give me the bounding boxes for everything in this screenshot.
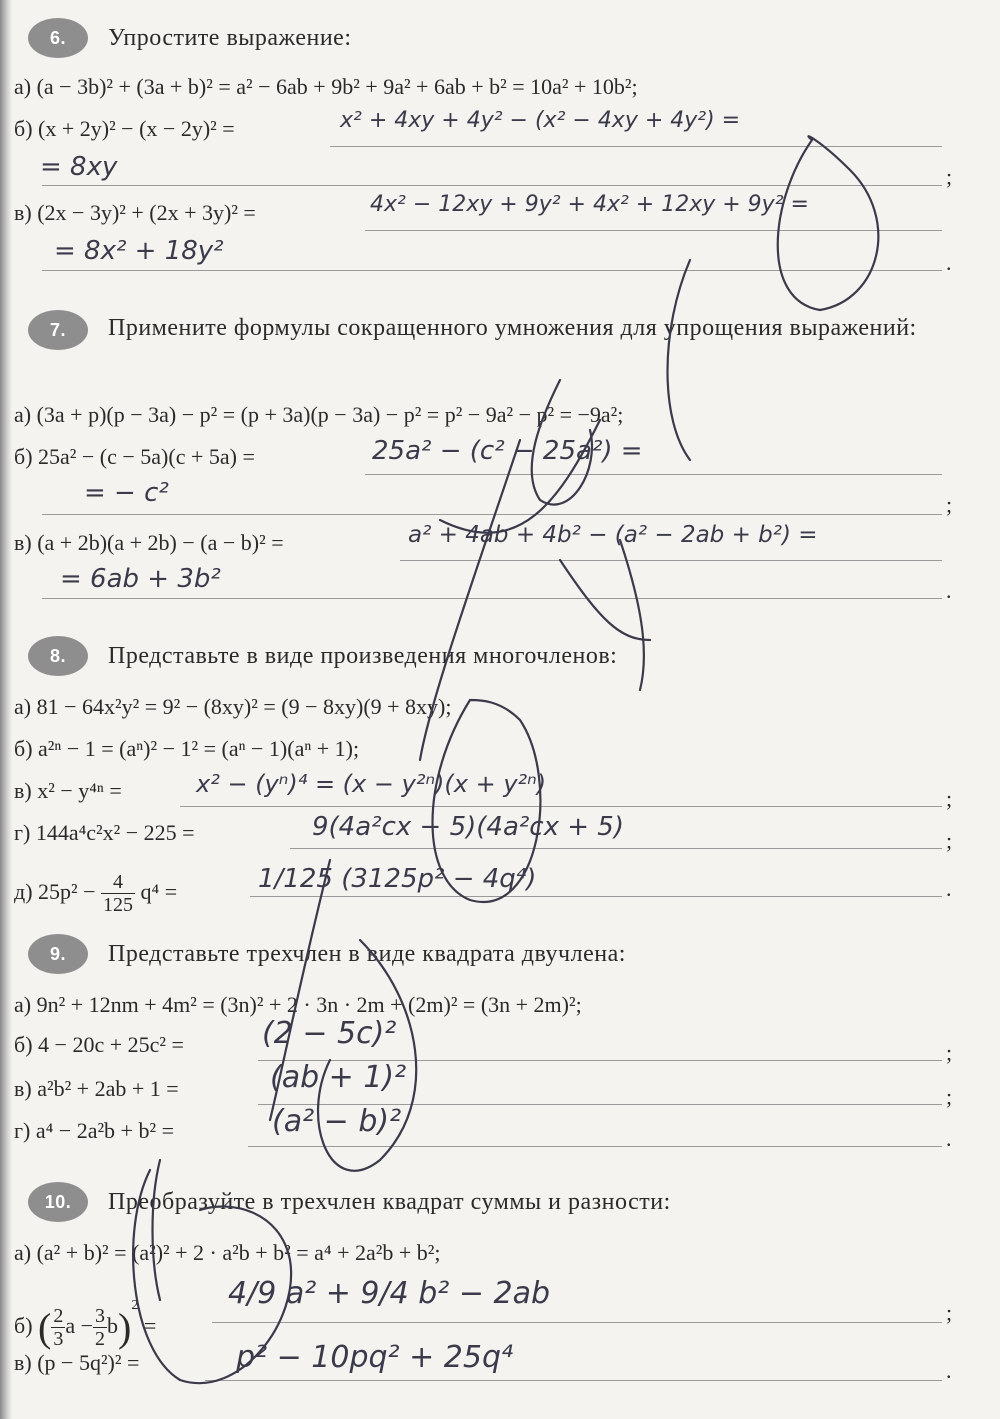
item-expression: (a − 3b)² + (3a + b)² = a² − 6ab + 9b² + 9a² + 6ab + b² = 10a² + 10b²; (36, 74, 638, 99)
task-header (28, 934, 968, 974)
task-title: Представьте в виде произведения многочленов: (108, 643, 618, 669)
handwritten-answer: 25a² − (c² − 25a²) = (372, 436, 643, 466)
punctuation: ; (946, 828, 953, 853)
answer-line (248, 1146, 942, 1147)
task-number-badge: 7. (28, 310, 88, 350)
answer-line (330, 146, 942, 147)
item-expression: 81 − 64x²y² = 9² − (8xy)² = (9 − 8xy)(9 + 8xy); (36, 694, 452, 719)
item-expression: 144a⁴c²x² − 225 = (35, 820, 195, 845)
item-expression: q⁴ = (140, 879, 178, 904)
task-number-badge: 8. (28, 636, 88, 676)
handwritten-answer: 1/125 (3125p² − 4q⁴) (258, 864, 537, 894)
answer-line (180, 806, 942, 807)
item-label: в) (14, 530, 32, 555)
handwritten-answer-cont: = 8x² + 18y² (54, 236, 224, 266)
punctuation: ; (946, 1040, 953, 1065)
answer-line (205, 1380, 942, 1381)
fraction (101, 871, 135, 916)
task-header (28, 310, 968, 380)
handwritten-answer: x² + 4xy + 4y² − (x² − 4xy + 4y²) = (340, 108, 741, 133)
answer-line (42, 598, 942, 599)
punctuation: ; (946, 786, 953, 811)
handwritten-answer: (2 − 5c)² (262, 1016, 397, 1051)
page-spine-shadow (0, 0, 12, 1419)
item-expression: a²ⁿ − 1 = (aⁿ)² − 1² = (aⁿ − 1)(aⁿ + 1); (38, 736, 360, 761)
item-label: б) (14, 444, 33, 469)
item-label: в) (14, 200, 32, 225)
task-9-item-b (14, 1028, 940, 1062)
handwritten-answer: 4/9 a² + 9/4 b² − 2ab (228, 1276, 551, 1311)
item-expression: 4 − 20c + 25c² = (38, 1032, 184, 1057)
exponent: 2 (131, 1298, 139, 1313)
answer-line (212, 1322, 942, 1323)
task-10 (28, 1182, 968, 1222)
task-header (28, 636, 968, 676)
item-expression: a⁴ − 2a²b + b² = (35, 1118, 174, 1143)
handwritten-answer: a² + 4ab + 4b² − (a² − 2ab + b²) = (408, 522, 818, 548)
item-expression: (a² + b)² = (a²)² + 2 · a²b + b² = a⁴ + 2a²b + b²; (36, 1240, 441, 1265)
task-10-item-a (14, 1236, 940, 1270)
task-title: Упростите выражение: (108, 25, 352, 51)
handwritten-answer: x² − (yⁿ)⁴ = (x − y²ⁿ)(x + y²ⁿ) (196, 770, 547, 798)
task-number-badge: 9. (28, 934, 88, 974)
task-title: Примените формулы сокращенного умножения для упрощения выражений: (108, 315, 917, 341)
punctuation: ; (946, 1300, 953, 1325)
fraction (51, 1305, 65, 1350)
handwritten-answer: 9(4a²cx − 5)(4a²cx + 5) (312, 812, 624, 842)
item-label: б) (14, 736, 33, 761)
item-expression: (3a + p)(p − 3a) − p² = (p + 3a)(p − 3a) − p² = p² − 9a² − p² = −9a²; (36, 402, 624, 427)
equals-sign: = (143, 1313, 157, 1338)
answer-line (365, 230, 942, 231)
fraction-denominator: 2 (95, 1328, 106, 1351)
handwritten-answer-cont: = − c² (84, 478, 169, 508)
item-label: а) (14, 992, 32, 1017)
item-label: г) (14, 1118, 31, 1143)
answer-line (42, 514, 942, 515)
fraction (93, 1305, 107, 1350)
punctuation: . (946, 250, 952, 275)
item-expression: (p − 5q²)² = (37, 1350, 140, 1375)
handwritten-answer-cont: = 6ab + 3b² (60, 564, 221, 594)
fraction-numerator: 4 (101, 871, 135, 894)
task-9 (28, 934, 968, 974)
item-expression: a − (65, 1313, 94, 1338)
task-header (28, 1182, 968, 1222)
task-number-badge: 6. (28, 18, 88, 58)
fraction-numerator: 3 (95, 1305, 106, 1328)
answer-line (250, 896, 942, 897)
scribble-stroke (560, 560, 650, 640)
item-label: б) (14, 1313, 33, 1338)
item-expression: (x + 2y)² − (x − 2y)² = (38, 116, 235, 141)
task-6 (28, 18, 968, 58)
handwritten-answer: 4x² − 12xy + 9y² + 4x² + 12xy + 9y² = (370, 192, 809, 217)
item-label: в) (14, 778, 32, 803)
item-label: а) (14, 402, 32, 427)
punctuation: . (946, 578, 952, 603)
item-expression: 25a² − (c − 5a)(c + 5a) = (38, 444, 255, 469)
answer-line (290, 848, 942, 849)
task-8-item-b (14, 732, 940, 766)
punctuation: . (946, 1358, 952, 1383)
task-8-item-a (14, 690, 940, 724)
task-6-item-a (14, 70, 940, 104)
item-expression: b (107, 1313, 119, 1338)
item-expression: (2x − 3y)² + (2x + 3y)² = (37, 200, 256, 225)
task-9-item-a (14, 988, 940, 1022)
item-expression: 9n² + 12nm + 4m² = (3n)² + 2 · 3n · 2m + (2m)² = (3n + 2m)²; (36, 992, 582, 1017)
item-expression: (a + 2b)(a + 2b) − (a − b)² = (37, 530, 284, 555)
item-label: в) (14, 1076, 32, 1101)
handwritten-answer: (ab + 1)² (270, 1060, 407, 1095)
task-7 (28, 310, 968, 380)
item-label: в) (14, 1350, 32, 1375)
task-title: Преобразуйте в трехчлен квадрат суммы и разности: (108, 1189, 671, 1215)
item-label: а) (14, 694, 32, 719)
handwritten-answer: p² − 10pq² + 25q⁴ (236, 1340, 514, 1375)
item-label: д) (14, 879, 33, 904)
item-expression: x² − y⁴ⁿ = (37, 778, 122, 803)
task-8 (28, 636, 968, 676)
item-expression: a²b² + 2ab + 1 = (37, 1076, 179, 1101)
item-label: б) (14, 116, 33, 141)
fraction-denominator: 125 (103, 894, 134, 917)
task-9-item-c (14, 1072, 940, 1106)
task-title: Представьте трехчлен в виде квадрата двучлена: (108, 941, 626, 967)
item-label: б) (14, 1032, 33, 1057)
fraction-numerator: 2 (53, 1305, 64, 1328)
item-label: г) (14, 820, 31, 845)
punctuation: . (946, 1126, 952, 1151)
answer-line (400, 560, 942, 561)
punctuation: ; (946, 1084, 953, 1109)
task-9-item-d (14, 1114, 940, 1148)
punctuation: . (946, 876, 952, 901)
fraction-denominator: 3 (53, 1328, 64, 1351)
handwritten-answer: (a² − b)² (272, 1104, 402, 1139)
task-number-badge: 10. (28, 1182, 88, 1222)
item-expression: 25p² − (38, 879, 96, 904)
answer-line (42, 185, 942, 186)
handwritten-answer-cont: = 8xy (40, 152, 118, 182)
item-label: а) (14, 74, 32, 99)
item-label: а) (14, 1240, 32, 1265)
task-header (28, 18, 968, 58)
punctuation: ; (946, 164, 953, 189)
task-10-item-b: б) ( $\frac{2}{3}$ a − $\frac{3}{2}$ b)$^2$ = (14, 1274, 940, 1338)
task-7-item-a (14, 398, 940, 432)
punctuation: ; (946, 492, 953, 517)
answer-line (365, 474, 942, 475)
answer-line (42, 270, 942, 271)
